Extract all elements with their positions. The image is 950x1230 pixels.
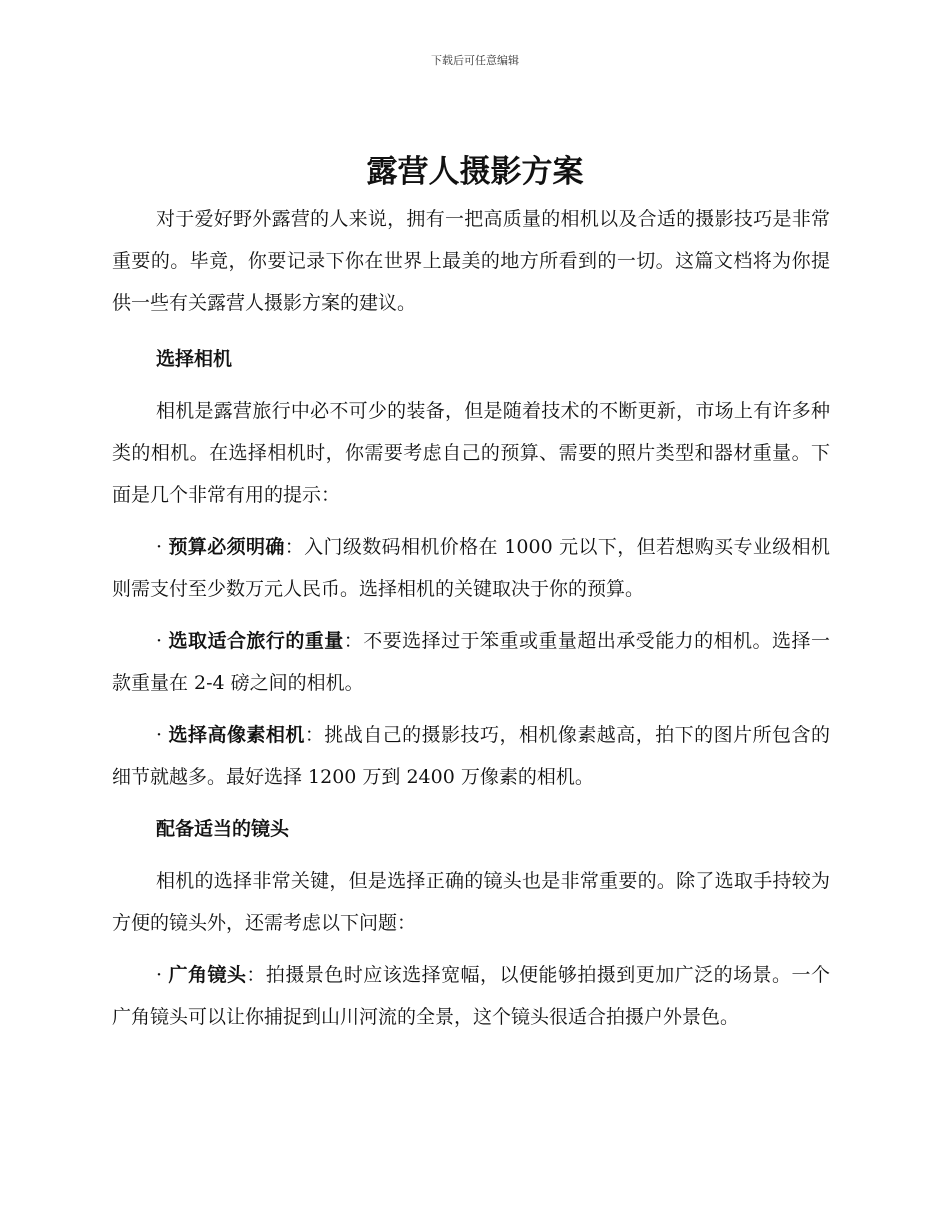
bullet-title: 选择高像素相机 — [168, 724, 305, 746]
bullet-item — [112, 714, 830, 798]
bullet-separator: ： — [246, 964, 266, 986]
bullet-item — [112, 526, 830, 610]
bullet-separator: ： — [304, 724, 325, 746]
header-note: 下载后可任意编辑 — [431, 54, 519, 67]
intro-paragraph: 对于爱好野外露营的人来说，拥有一把高质量的相机以及合适的摄影技巧是非常重要的。毕竟，你要记录下你在世界上最美的地方所看到的一切。这篇文档将为你提供一些有关露营人摄影方案的建议。 — [112, 208, 830, 314]
bullet-item — [112, 954, 830, 1038]
bullet-text: 挑战自己的摄影技巧，相机像素越高，拍下的图片所包含的细节就越多。最好选择 1200 万到 2400 万像素的相机。 — [112, 724, 830, 788]
document-body — [112, 198, 830, 1038]
bullet-marker: · — [156, 724, 169, 746]
bullet-title: 选取适合旅行的重量 — [168, 630, 344, 652]
section-heading-lens: 配备适当的镜头 — [156, 818, 290, 840]
bullet-item — [112, 620, 830, 704]
bullet-text: 拍摄景色时应该选择宽幅，以便能够拍摄到更加广泛的场景。一个广角镜头可以让你捕捉到山川河流的全景，这个镜头很适合拍摄户外景色。 — [112, 964, 830, 1028]
section-paragraph-camera: 相机是露营旅行中必不可少的装备，但是随着技术的不断更新，市场上有许多种类的相机。在选择相机时，你需要考虑自己的预算、需要的照片类型和器材重量。下面是几个非常有用的提示： — [112, 400, 830, 506]
bullet-marker: · — [156, 630, 169, 652]
section-paragraph-lens: 相机的选择非常关键，但是选择正确的镜头也是非常重要的。除了选取手持较为方便的镜头外，还需考虑以下问题： — [112, 870, 830, 934]
bullet-marker: · — [156, 536, 169, 558]
document-title: 露营人摄影方案 — [366, 154, 584, 190]
bullet-text: 入门级数码相机价格在 1000 元以下，但若想购买专业级相机则需支付至少数万元人民币。选择相机的关键取决于你的预算。 — [112, 536, 830, 600]
bullet-separator: ： — [284, 536, 305, 558]
bullet-separator: ： — [343, 630, 364, 652]
section-heading-camera: 选择相机 — [156, 348, 233, 370]
bullet-marker: · — [156, 964, 169, 986]
bullet-title: 预算必须明确 — [168, 536, 285, 558]
bullet-title: 广角镜头 — [168, 964, 247, 986]
bullet-text: 不要选择过于笨重或重量超出承受能力的相机。选择一款重量在 2-4 磅之间的相机。 — [112, 630, 830, 694]
